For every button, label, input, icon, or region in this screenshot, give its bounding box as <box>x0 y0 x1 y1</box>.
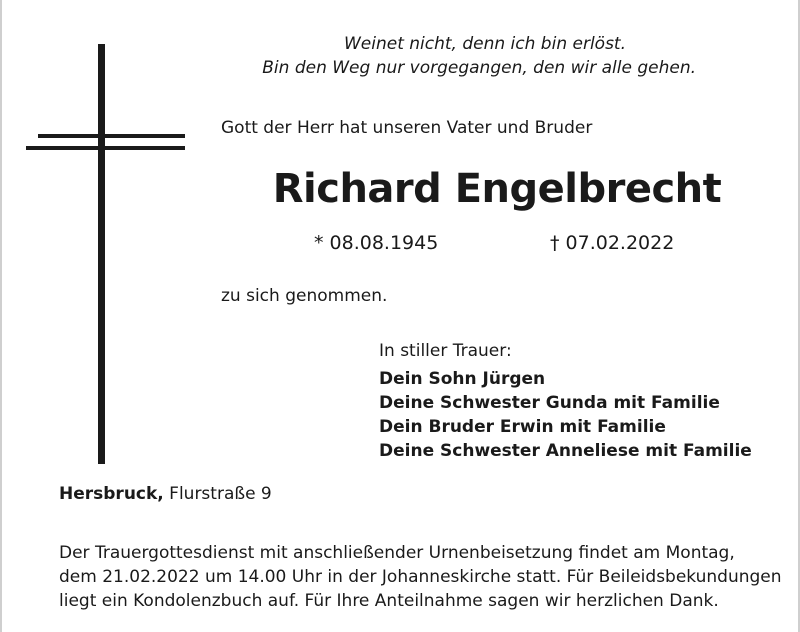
cross-horizontal-bar-top <box>38 134 185 138</box>
mourners-list <box>379 367 752 463</box>
address <box>59 484 272 504</box>
mourning-heading: In stiller Trauer: <box>379 341 512 361</box>
death-date: † 07.02.2022 <box>550 232 675 254</box>
intro-text: Gott der Herr hat unseren Vater und Bruder <box>221 118 593 138</box>
cross-vertical-bar <box>98 44 105 464</box>
address-street: Flurstraße 9 <box>163 484 272 504</box>
deceased-name: Richard Engelbrecht <box>272 166 722 212</box>
service-notice <box>59 541 789 613</box>
mourner-item: Deine Schwester Anneliese mit Familie <box>379 441 752 461</box>
quote-line-1: Weinet nicht, denn ich bin erlöst. <box>343 34 626 54</box>
cross-horizontal-bar-bottom <box>26 146 185 150</box>
mourner-item: Deine Schwester Gunda mit Familie <box>379 393 720 413</box>
notice-line-2: dem 21.02.2022 um 14.00 Uhr in der Johanneskirche statt. Für Beileidsbekundungen <box>59 567 782 587</box>
mourner-item: Dein Bruder Erwin mit Familie <box>379 417 666 437</box>
taken-text: zu sich genommen. <box>221 286 388 306</box>
mourner-item: Dein Sohn Jürgen <box>379 369 546 389</box>
quote-line-2: Bin den Weg nur vorgegangen, den wir alle gehen. <box>262 58 696 78</box>
address-town: Hersbruck, <box>59 484 164 504</box>
birth-date: * 08.08.1945 <box>314 232 439 254</box>
notice-line-1: Der Trauergottesdienst mit anschließender Urnenbeisetzung findet am Montag, <box>59 543 735 563</box>
notice-line-3: liegt ein Kondolenzbuch auf. Für Ihre Anteilnahme sagen wir herzlichen Dank. <box>59 591 719 611</box>
